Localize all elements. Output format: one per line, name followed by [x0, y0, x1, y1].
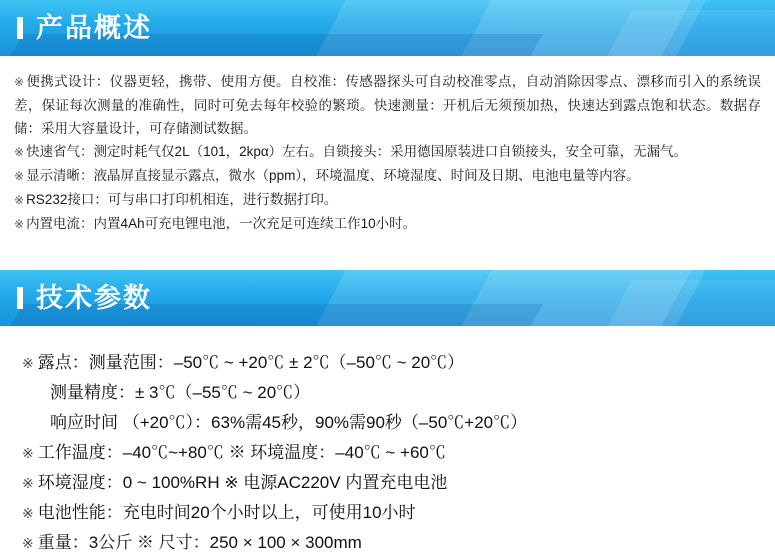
spec-row-text: 环境湿度：0 ~ 100%RH ※ 电源AC220V 内置充电电池 [37, 473, 448, 492]
overview-body [0, 56, 775, 236]
overview-paragraph [14, 140, 761, 164]
spec-row [22, 348, 775, 378]
spec-row [22, 528, 775, 558]
bullet-icon: ※ [22, 475, 34, 491]
overview-paragraph [14, 188, 761, 212]
overview-paragraph-text: RS232接口：可与串口打印机相连，进行数据打印。 [26, 192, 338, 207]
bullet-icon: ※ [22, 445, 34, 461]
bullet-icon: ※ [14, 145, 25, 159]
overview-paragraph-text: 内置电流：内置4Ah可充电锂电池，一次充足可连续工作10小时。 [26, 216, 417, 231]
banner-accent-bar [17, 17, 23, 39]
spec-row-text: 测量精度：± 3℃（–55℃ ~ 20℃） [50, 383, 311, 402]
overview-paragraph-text: 快速省气：测定时耗气仅2L（101，2kpα）左右。自锁接头：采用德国原装进口自锁接头，安全可靠，无漏气。 [26, 144, 688, 159]
bullet-icon: ※ [22, 505, 34, 521]
bullet-icon: ※ [14, 217, 25, 231]
section-banner-specs [0, 270, 775, 326]
overview-paragraph [14, 212, 761, 236]
spec-row-text: 电池性能：充电时间20个小时以上，可使用10小时 [37, 503, 416, 522]
spec-row-text: 露点：测量范围：–50℃ ~ +20℃ ± 2℃（–50℃ ~ 20℃） [37, 353, 465, 372]
spec-row [22, 468, 775, 498]
overview-paragraph [14, 164, 761, 188]
section-title-overview: 产品概述 [36, 13, 152, 43]
specs-body [0, 326, 775, 558]
spec-row-text: 响应时间 （+20℃）：63%需45秒，90%需90秒（–50℃+20℃） [50, 413, 528, 432]
section-banner-overview [0, 0, 775, 56]
overview-paragraph [14, 70, 761, 140]
spec-row-text: 重量：3公斤 ※ 尺寸：250 × 100 × 300mm [37, 533, 362, 552]
banner-accent-bar [17, 287, 23, 309]
bullet-icon: ※ [14, 169, 25, 183]
spec-row [22, 378, 775, 408]
bullet-icon: ※ [14, 193, 25, 207]
spec-row [22, 498, 775, 528]
spec-row-text: 工作温度：–40℃~+80℃ ※ 环境温度：–40℃ ~ +60℃ [37, 443, 446, 462]
spec-row [22, 438, 775, 468]
overview-paragraph-text: 便携式设计：仪器更轻，携带、使用方便。自校准：传感器探头可自动校准零点，自动消除因零点、漂移而引入的系统误差，保证每次测量的准确性，同时可免去每年校验的繁琐。快速测量：开机后无须预加热，快速达到露点饱和状态。数据存储：采用大容量设计，可存储测试数据。 [14, 74, 761, 136]
spec-row [22, 408, 775, 438]
section-title-specs: 技术参数 [36, 283, 152, 313]
bullet-icon: ※ [14, 75, 25, 89]
section-spacer [0, 236, 775, 270]
overview-paragraph-text: 显示清晰：液晶屏直接显示露点，微水（ppm），环境温度、环境湿度、时间及日期、电池电量等内容。 [26, 168, 640, 183]
bullet-icon: ※ [22, 535, 34, 551]
bullet-icon: ※ [22, 355, 34, 371]
